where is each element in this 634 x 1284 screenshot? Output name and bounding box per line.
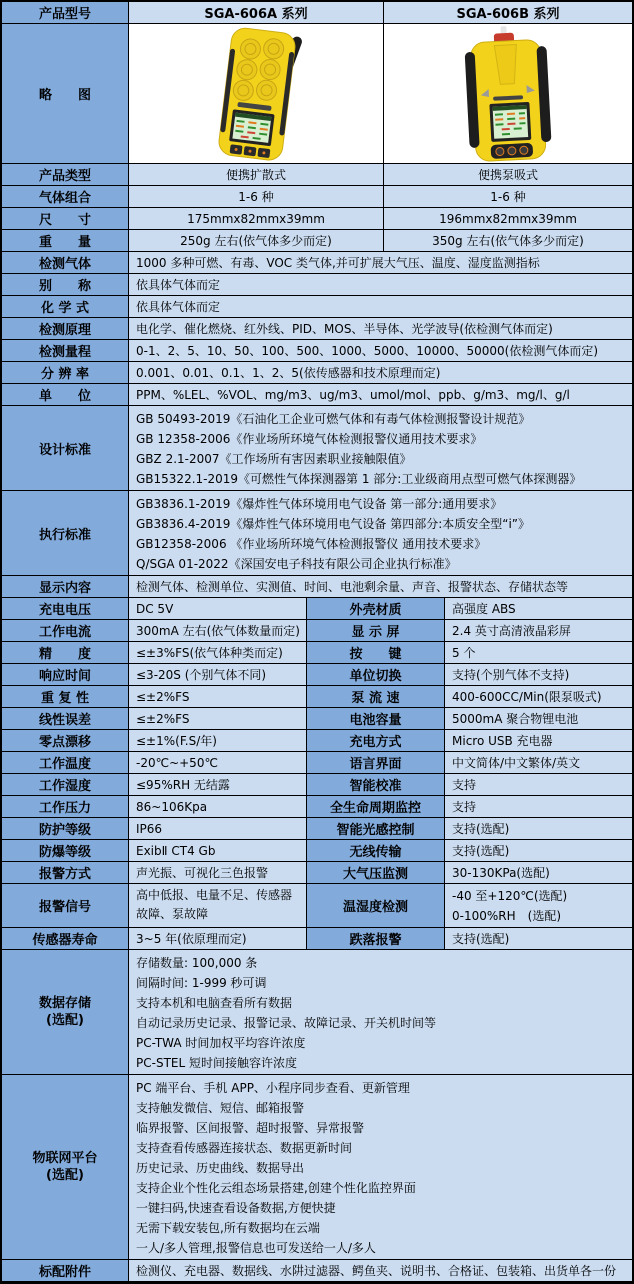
row-value: ≤±1%(F.S/年)	[129, 730, 307, 751]
storage-feature-line: 支持本机和电脑查看所有数据	[136, 995, 293, 1010]
row-label: 工作温度	[2, 752, 129, 773]
standard-line: GBZ 2.1-2007《工作场所有害因素职业接触限值》	[136, 451, 412, 466]
standard-line: GB12358-2006 《作业场所环境气体检测报警仪 通用技术要求》	[136, 536, 487, 551]
row-label: 充电方式	[307, 730, 445, 751]
value-series-a: 便携扩散式	[129, 164, 384, 185]
row-value: 300mA 左右(依气体数量而定)	[129, 620, 307, 641]
row-label: 产品类型	[2, 164, 129, 185]
row-label: 充电电压	[2, 598, 129, 619]
spec-rows	[2, 252, 632, 406]
header-series-a: SGA-606A 系列	[129, 2, 384, 23]
row-label: 语言界面	[307, 752, 445, 773]
row-value: 声光振、可视化三色报警	[129, 862, 307, 883]
row-label: 跌落报警	[307, 928, 445, 949]
standard-line: GB15322.1-2019《可燃性气体探测器第 1 部分:工业级商用点型可燃气体探测器》	[136, 471, 582, 486]
row-value: ≤±3%FS(依气体种类而定)	[129, 642, 307, 663]
row-value: ≤3-20S (个别气体不同)	[129, 664, 307, 685]
iot-platform-label	[2, 1075, 129, 1259]
row-value: 依具体气体而定	[129, 296, 632, 317]
display-content-row	[2, 576, 632, 598]
iot-feature-line: 支持企业个性化云组态场景搭建,创建个性化监控界面	[136, 1180, 416, 1195]
row-label: 检测气体	[2, 252, 129, 273]
row-label: 电池容量	[307, 708, 445, 729]
iot-feature-line: 临界报警、区间报警、超时报警、异常报警	[136, 1120, 365, 1135]
data-storage-label-line1: 数据存储	[38, 996, 91, 1011]
table-row	[2, 252, 632, 274]
row-label: 单位切换	[307, 664, 445, 685]
table-row	[2, 318, 632, 340]
row-value: 依具体气体而定	[129, 274, 632, 295]
storage-feature-line: PC-STEL 短时间接触容许浓度	[136, 1055, 297, 1070]
row-value: 电化学、催化燃烧、红外线、PID、MOS、半导体、光学波导(依检测气体而定)	[129, 318, 632, 339]
value-series-a: 250g 左右(依气体多少而定)	[129, 230, 384, 251]
display-content-value: 检测气体、检测单位、实测值、时间、电池剩余量、声音、报警状态、存储状态等	[129, 576, 632, 597]
storage-feature-line: PC-TWA 时间加权平均容许浓度	[136, 1035, 306, 1050]
table-row	[2, 642, 632, 664]
row-label: 报警方式	[2, 862, 129, 883]
table-row	[2, 620, 632, 642]
standard-line: Q/SGA 01-2022《深国安电子科技有限公司企业执行标准》	[136, 556, 457, 571]
storage-feature-line: 存储数量: 100,000 条	[136, 955, 258, 970]
row-value: -20℃~+50℃	[129, 752, 307, 773]
display-content-label: 显示内容	[2, 576, 129, 597]
device-b-image	[433, 26, 583, 162]
row-value: 高中低报、电量不足、传感器故障、泵故障	[129, 884, 307, 927]
row-value: 86~106Kpa	[129, 796, 307, 817]
table-row	[2, 928, 632, 950]
table-row	[2, 796, 632, 818]
row-label: 尺 寸	[2, 208, 129, 229]
table-row	[2, 384, 632, 406]
row-label: 精 度	[2, 642, 129, 663]
iot-feature-line: 无需下载安装包,所有数据均在云端	[136, 1220, 320, 1235]
exec-standards-label: 执行标准	[2, 491, 129, 575]
row-value: ≤±2%FS	[129, 686, 307, 707]
iot-platform-label-line2: (选配)	[46, 1168, 84, 1183]
row-value: ExibⅡ CT4 Gb	[129, 840, 307, 861]
row-label: 分 辨 率	[2, 362, 129, 383]
iot-feature-line: 一键扫码,快速查看设备数据,方便快捷	[136, 1200, 336, 1215]
header-product-model-label: 产品型号	[2, 2, 129, 23]
table-row	[2, 598, 632, 620]
row-label: 检测量程	[2, 340, 129, 361]
table-row	[2, 708, 632, 730]
design-standards-label: 设计标准	[2, 406, 129, 490]
compare-rows	[2, 164, 632, 252]
table-row	[2, 186, 632, 208]
iot-platform-row	[2, 1075, 632, 1260]
standard-line: GB3836.4-2019《爆炸性气体环境用电气设备 第四部分:本质安全型“i”》	[136, 516, 531, 531]
standard-line: GB3836.1-2019《爆炸性气体环境用电气设备 第一部分:通用要求》	[136, 496, 503, 511]
row-value: 中文简体/中文繁体/英文	[445, 752, 632, 773]
table-row	[2, 208, 632, 230]
row-label: 线性误差	[2, 708, 129, 729]
row-label: 智能光感控制	[307, 818, 445, 839]
table-row	[2, 230, 632, 252]
row-label: 防爆等级	[2, 840, 129, 861]
row-label: 温湿度检测	[307, 884, 445, 927]
row-value: DC 5V	[129, 598, 307, 619]
row-label: 大气压监测	[307, 862, 445, 883]
row-label: 重 量	[2, 230, 129, 251]
row-label: 工作电流	[2, 620, 129, 641]
data-storage-label-line2: (选配)	[46, 1013, 84, 1028]
row-value: ≤±2%FS	[129, 708, 307, 729]
row-value: PPM、%LEL、%VOL、mg/m3、ug/m3、umol/mol、ppb、g/m3、mg/l、g/l	[129, 384, 632, 405]
row-label: 无线传输	[307, 840, 445, 861]
table-row	[2, 862, 632, 884]
iot-platform-label-line1: 物联网平台	[32, 1151, 98, 1166]
exec-standards-row	[2, 491, 632, 576]
value-series-b: 350g 左右(依气体多少而定)	[384, 230, 632, 251]
iot-platform-lines	[129, 1075, 632, 1259]
storage-feature-line: 自动记录历史记录、报警记录、故障记录、开关机时间等	[136, 1015, 437, 1030]
header-row	[2, 2, 632, 24]
header-series-b: SGA-606B 系列	[384, 2, 632, 23]
table-row	[2, 296, 632, 318]
row-value: ≤95%RH 无结露	[129, 774, 307, 795]
row-value: 支持(选配)	[445, 840, 632, 861]
row-value: 5 个	[445, 642, 632, 663]
iot-feature-line: 一人/多人管理,报警信息也可发送给一人/多人	[136, 1240, 376, 1255]
table-row	[2, 774, 632, 796]
row-label: 工作压力	[2, 796, 129, 817]
row-value: 400-600CC/Min(限泵吸式)	[445, 686, 632, 707]
sketch-row-label: 略 图	[2, 24, 129, 163]
device-b-photo-cell	[384, 24, 632, 163]
data-storage-row	[2, 950, 632, 1075]
design-standards-row	[2, 406, 632, 491]
design-standards-lines	[129, 406, 632, 490]
sketch-row	[2, 24, 632, 164]
row-value: 支持(个别气体不支持)	[445, 664, 632, 685]
iot-feature-line: 历史记录、历史曲线、数据导出	[136, 1160, 305, 1175]
table-row	[2, 884, 632, 928]
iot-feature-line: PC 端平台、手机 APP、小程序同步查看、更新管理	[136, 1080, 410, 1095]
quad-rows	[2, 598, 632, 950]
row-value: 5000mA 聚合物锂电池	[445, 708, 632, 729]
device-a-image	[169, 26, 344, 162]
row-label: 外壳材质	[307, 598, 445, 619]
data-storage-lines	[129, 950, 632, 1074]
table-row	[2, 340, 632, 362]
row-label: 防护等级	[2, 818, 129, 839]
value-series-b: 1-6 种	[384, 186, 632, 207]
row-label: 泵 流 速	[307, 686, 445, 707]
row-value: 0.001、0.01、0.1、1、2、5(依传感器和技术原理而定)	[129, 362, 632, 383]
row-label: 零点漂移	[2, 730, 129, 751]
table-row	[2, 686, 632, 708]
row-label: 显 示 屏	[307, 620, 445, 641]
standard-line: GB 50493-2019《石油化工企业可燃气体和有毒气体检测报警设计规范》	[136, 411, 531, 426]
standard-line: GB 12358-2006《作业场所环境气体检测报警仪通用技术要求》	[136, 431, 483, 446]
table-row	[2, 752, 632, 774]
row-label: 别 称	[2, 274, 129, 295]
row-value: 0-1、2、5、10、50、100、500、1000、5000、10000、50000(依检测气体而定)	[129, 340, 632, 361]
row-value: 支持	[445, 774, 632, 795]
table-row	[2, 274, 632, 296]
accessories-row	[2, 1260, 632, 1282]
value-series-a: 175mmx82mmx39mm	[129, 208, 384, 229]
row-label: 传感器寿命	[2, 928, 129, 949]
row-value-line: 0-100%RH (选配)	[452, 909, 561, 923]
row-value-line: -40 至+120℃(选配)	[452, 889, 568, 903]
row-label: 全生命周期监控	[307, 796, 445, 817]
row-label: 工作湿度	[2, 774, 129, 795]
row-label: 按 键	[307, 642, 445, 663]
accessories-label: 标配附件	[2, 1260, 129, 1281]
storage-feature-line: 间隔时间: 1-999 秒可调	[136, 975, 267, 990]
row-label: 化 学 式	[2, 296, 129, 317]
row-label: 气体组合	[2, 186, 129, 207]
row-value: 支持(选配)	[445, 928, 632, 949]
accessories-value: 检测仪、充电器、数据线、水阱过滤器、鳄鱼夹、说明书、合格证、包装箱、出货单各一份	[129, 1260, 632, 1281]
row-value: Micro USB 充电器	[445, 730, 632, 751]
row-value: 3~5 年(依原理而定)	[129, 928, 307, 949]
table-row	[2, 730, 632, 752]
row-value: 支持(选配)	[445, 818, 632, 839]
row-value: 2.4 英寸高清液晶彩屏	[445, 620, 632, 641]
table-row	[2, 362, 632, 384]
row-value: IP66	[129, 818, 307, 839]
device-a-photo-cell	[129, 24, 384, 163]
row-label: 响应时间	[2, 664, 129, 685]
row-label: 检测原理	[2, 318, 129, 339]
exec-standards-lines	[129, 491, 632, 575]
table-row	[2, 664, 632, 686]
row-label: 单 位	[2, 384, 129, 405]
table-row	[2, 164, 632, 186]
iot-feature-line: 支持触发微信、短信、邮箱报警	[136, 1100, 305, 1115]
data-storage-label	[2, 950, 129, 1074]
value-series-a: 1-6 种	[129, 186, 384, 207]
iot-feature-line: 支持查看传感器连接状态、数据更新时间	[136, 1140, 353, 1155]
table-row	[2, 840, 632, 862]
row-value: 30-130KPa(选配)	[445, 862, 632, 883]
row-value: 1000 多种可燃、有毒、VOC 类气体,并可扩展大气压、温度、湿度监测指标	[129, 252, 632, 273]
row-value	[445, 884, 632, 927]
device-b-buttons	[496, 146, 528, 156]
row-label: 重 复 性	[2, 686, 129, 707]
row-value: 高强度 ABS	[445, 598, 632, 619]
row-value: 支持	[445, 796, 632, 817]
row-label: 智能校准	[307, 774, 445, 795]
value-series-b: 196mmx82mmx39mm	[384, 208, 632, 229]
row-label: 报警信号	[2, 884, 129, 927]
value-series-b: 便携泵吸式	[384, 164, 632, 185]
table-row	[2, 818, 632, 840]
